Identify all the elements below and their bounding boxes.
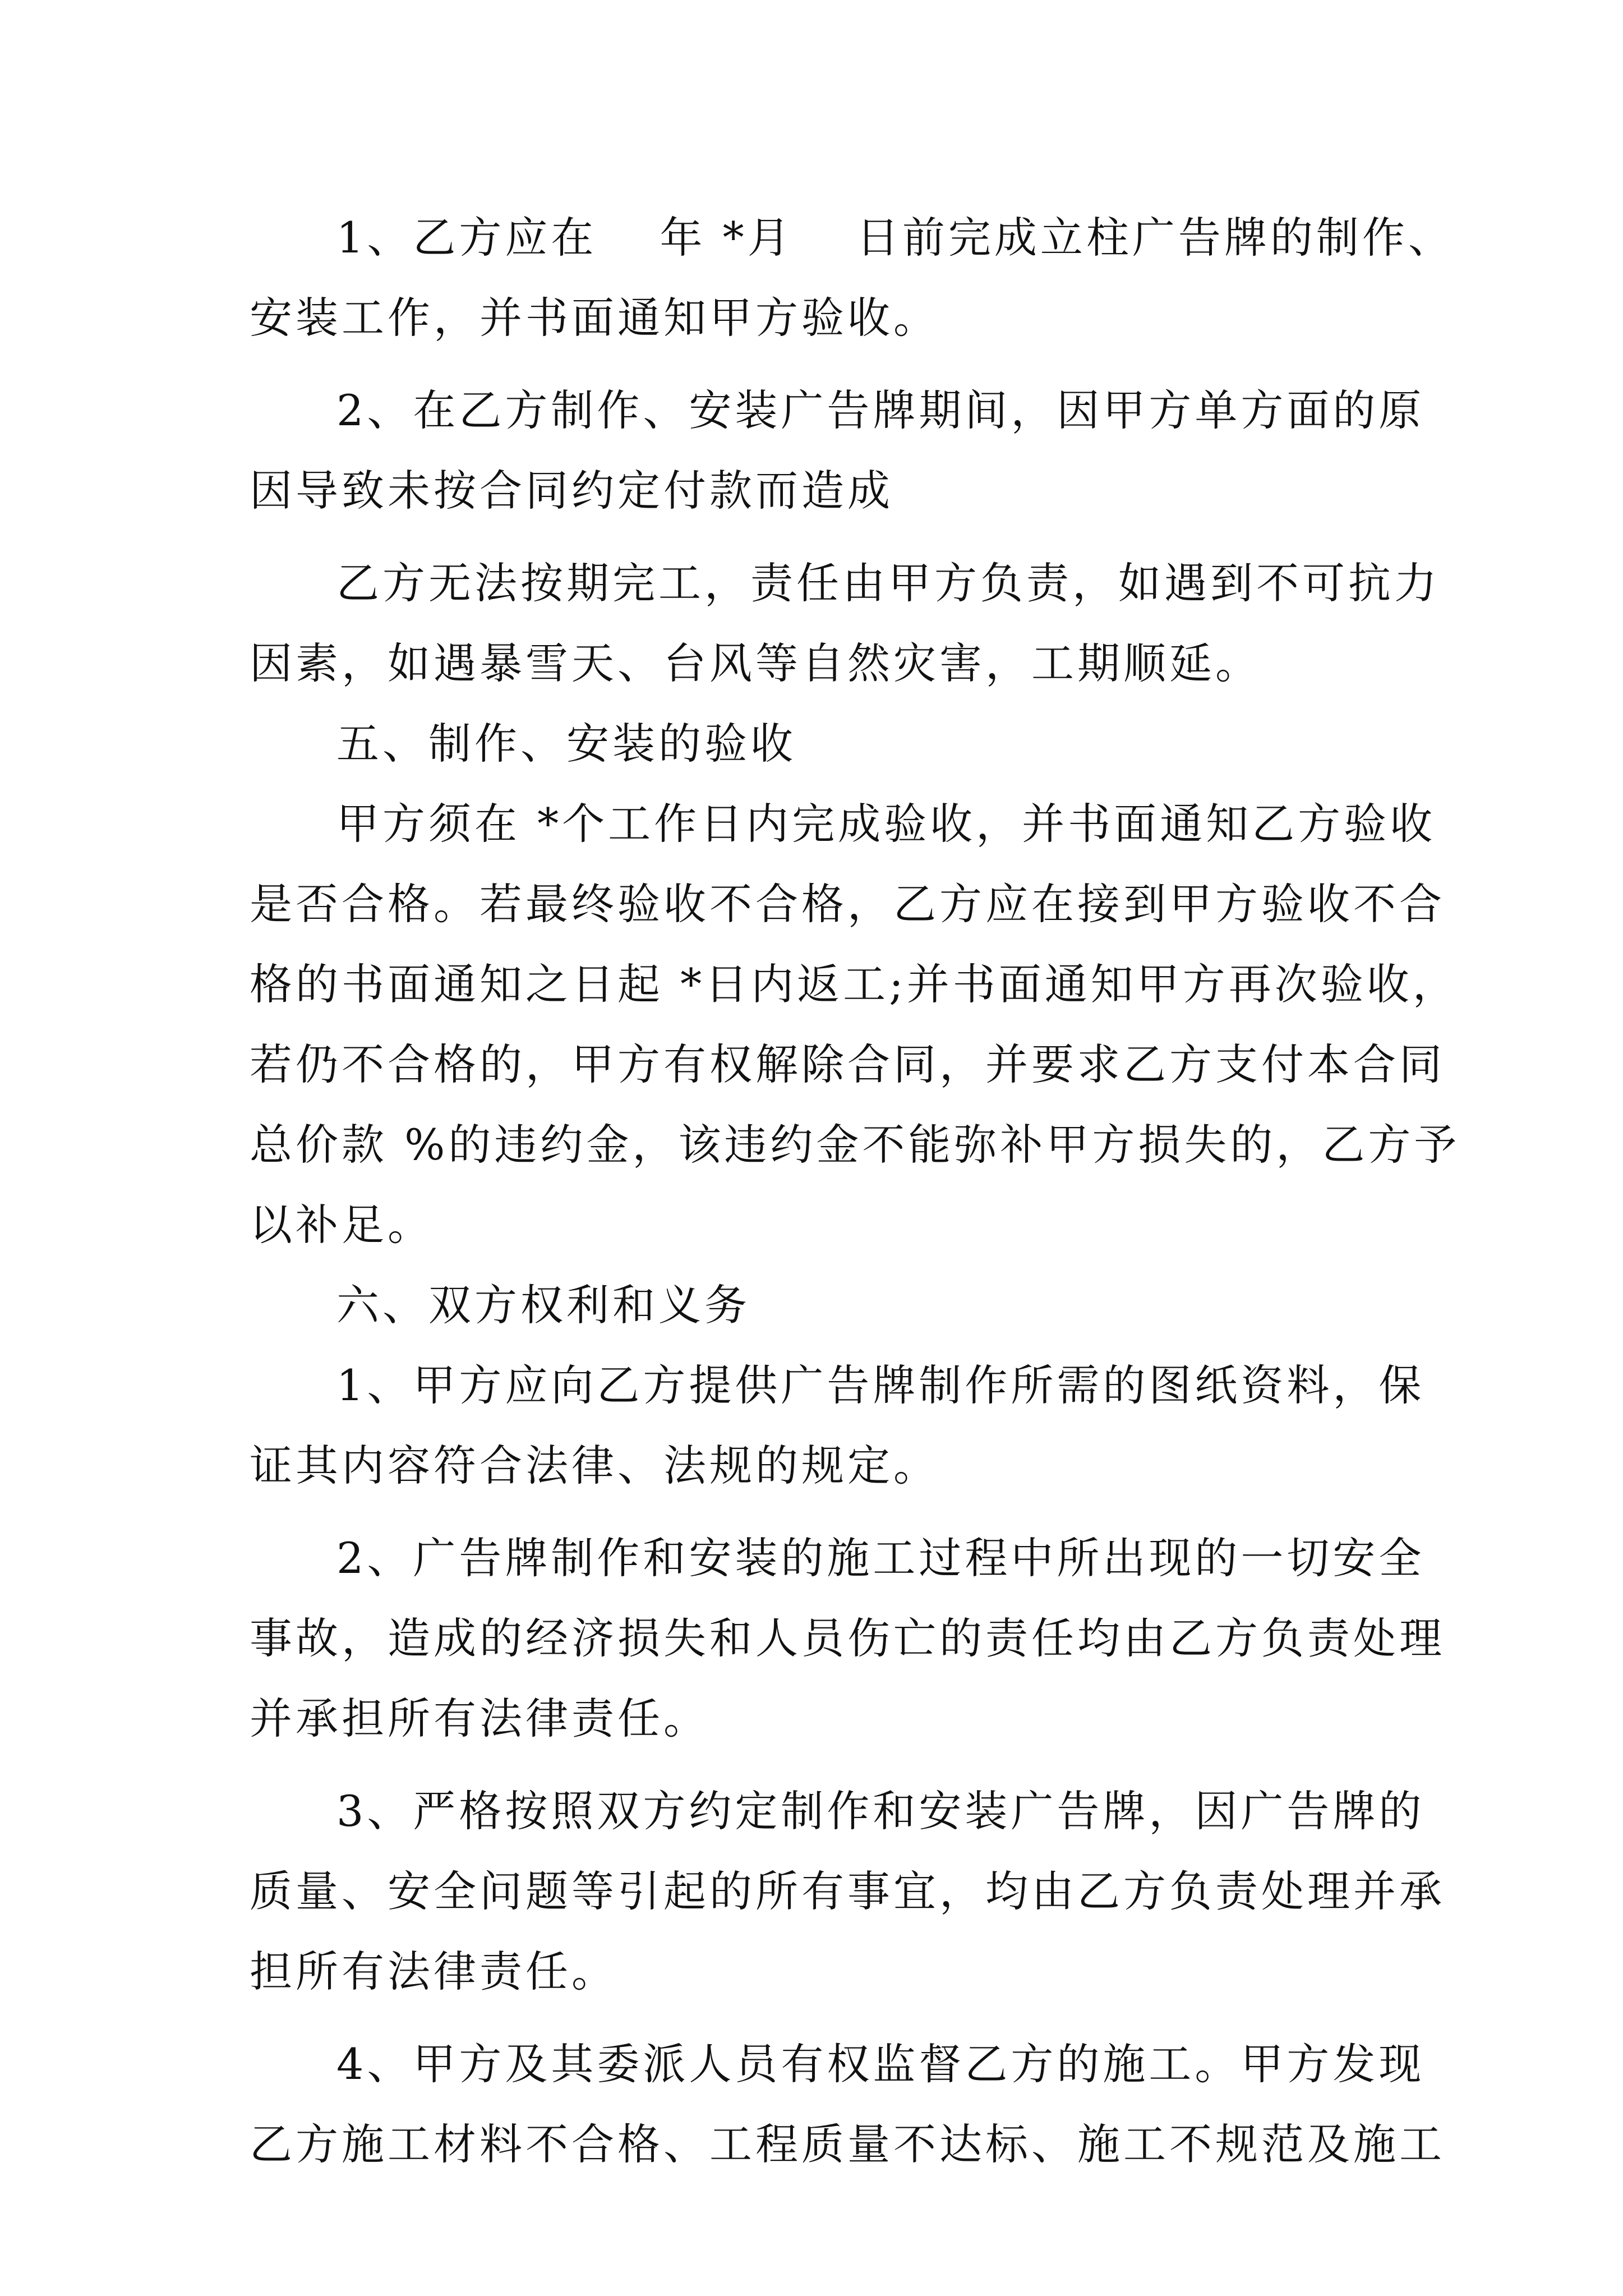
text-line: 安装工作，并书面通知甲方验收。 (250, 293, 939, 343)
text-line: 是否合格。若最终验收不合格，乙方应在接到甲方验收不合 (250, 879, 1445, 929)
text-line: 若仍不合格的，甲方有权解除合同，并要求乙方支付本合同 (250, 1039, 1445, 1089)
text-line: 质量、安全问题等引起的所有事宜，均由乙方负责处理并承 (250, 1866, 1445, 1916)
text-line: 因素，如遇暴雪天、台风等自然灾害，工期顺延。 (250, 638, 1261, 688)
section-heading: 六、双方权利和义务 (336, 1280, 750, 1330)
document-body (250, 197, 1460, 2184)
text-line: 1、乙方应在 年 *月 日前完成立柱广告牌的制作、 (336, 213, 1454, 263)
paragraph-completion-deadline (250, 197, 1454, 358)
text-line: 3、严格按照双方约定制作和安装广告牌，因广告牌的 (336, 1786, 1425, 1836)
text-line: 以补足。 (250, 1200, 434, 1250)
text-line: 乙方施工材料不合格、工程质量不达标、施工不规范及施工 (250, 2119, 1445, 2169)
paragraph-safety-liability (250, 1518, 1445, 1759)
paragraph-acceptance-terms (250, 784, 1460, 1265)
text-line: 事故，造成的经济损失和人员伤亡的责任均由乙方负责处理 (250, 1613, 1445, 1663)
section-heading-acceptance (250, 703, 1388, 784)
text-line: 格的书面通知之日起 *日内返工;并书面通知甲方再次验收， (250, 959, 1459, 1009)
text-line: 1、甲方应向乙方提供广告牌制作所需的图纸资料，保 (336, 1360, 1425, 1410)
section-heading: 五、制作、安装的验收 (336, 719, 796, 769)
text-line: 证其内容符合法律、法规的规定。 (250, 1441, 939, 1490)
text-line: 担所有法律责任。 (250, 1947, 617, 1996)
text-line: 甲方须在 *个工作日内完成验收，并书面通知乙方验收 (336, 799, 1436, 849)
text-line: 4、甲方及其委派人员有权监督乙方的施工。甲方发现 (336, 2039, 1425, 2089)
text-line: 总价款 %的违约金，该违约金不能弥补甲方损失的，乙方予 (250, 1120, 1460, 1170)
text-line: 并承担所有法律责任。 (250, 1694, 709, 1743)
paragraph-drawings (250, 1345, 1425, 1506)
text-line: 因导致未按合同约定付款而造成 (250, 466, 893, 516)
text-line: 2、在乙方制作、安装广告牌期间，因甲方单方面的原 (336, 385, 1425, 435)
paragraph-supervision (250, 2024, 1445, 2184)
paragraph-force-majeure (250, 543, 1440, 703)
text-line: 乙方无法按期完工，责任由甲方负责，如遇到不可抗力 (336, 558, 1440, 608)
section-heading-rights-obligations (250, 1265, 1388, 1345)
paragraph-quality-liability (250, 1771, 1445, 2012)
paragraph-payment-delay (250, 370, 1425, 531)
text-line: 2、广告牌制作和安装的施工过程中所出现的一切安全 (336, 1533, 1425, 1583)
